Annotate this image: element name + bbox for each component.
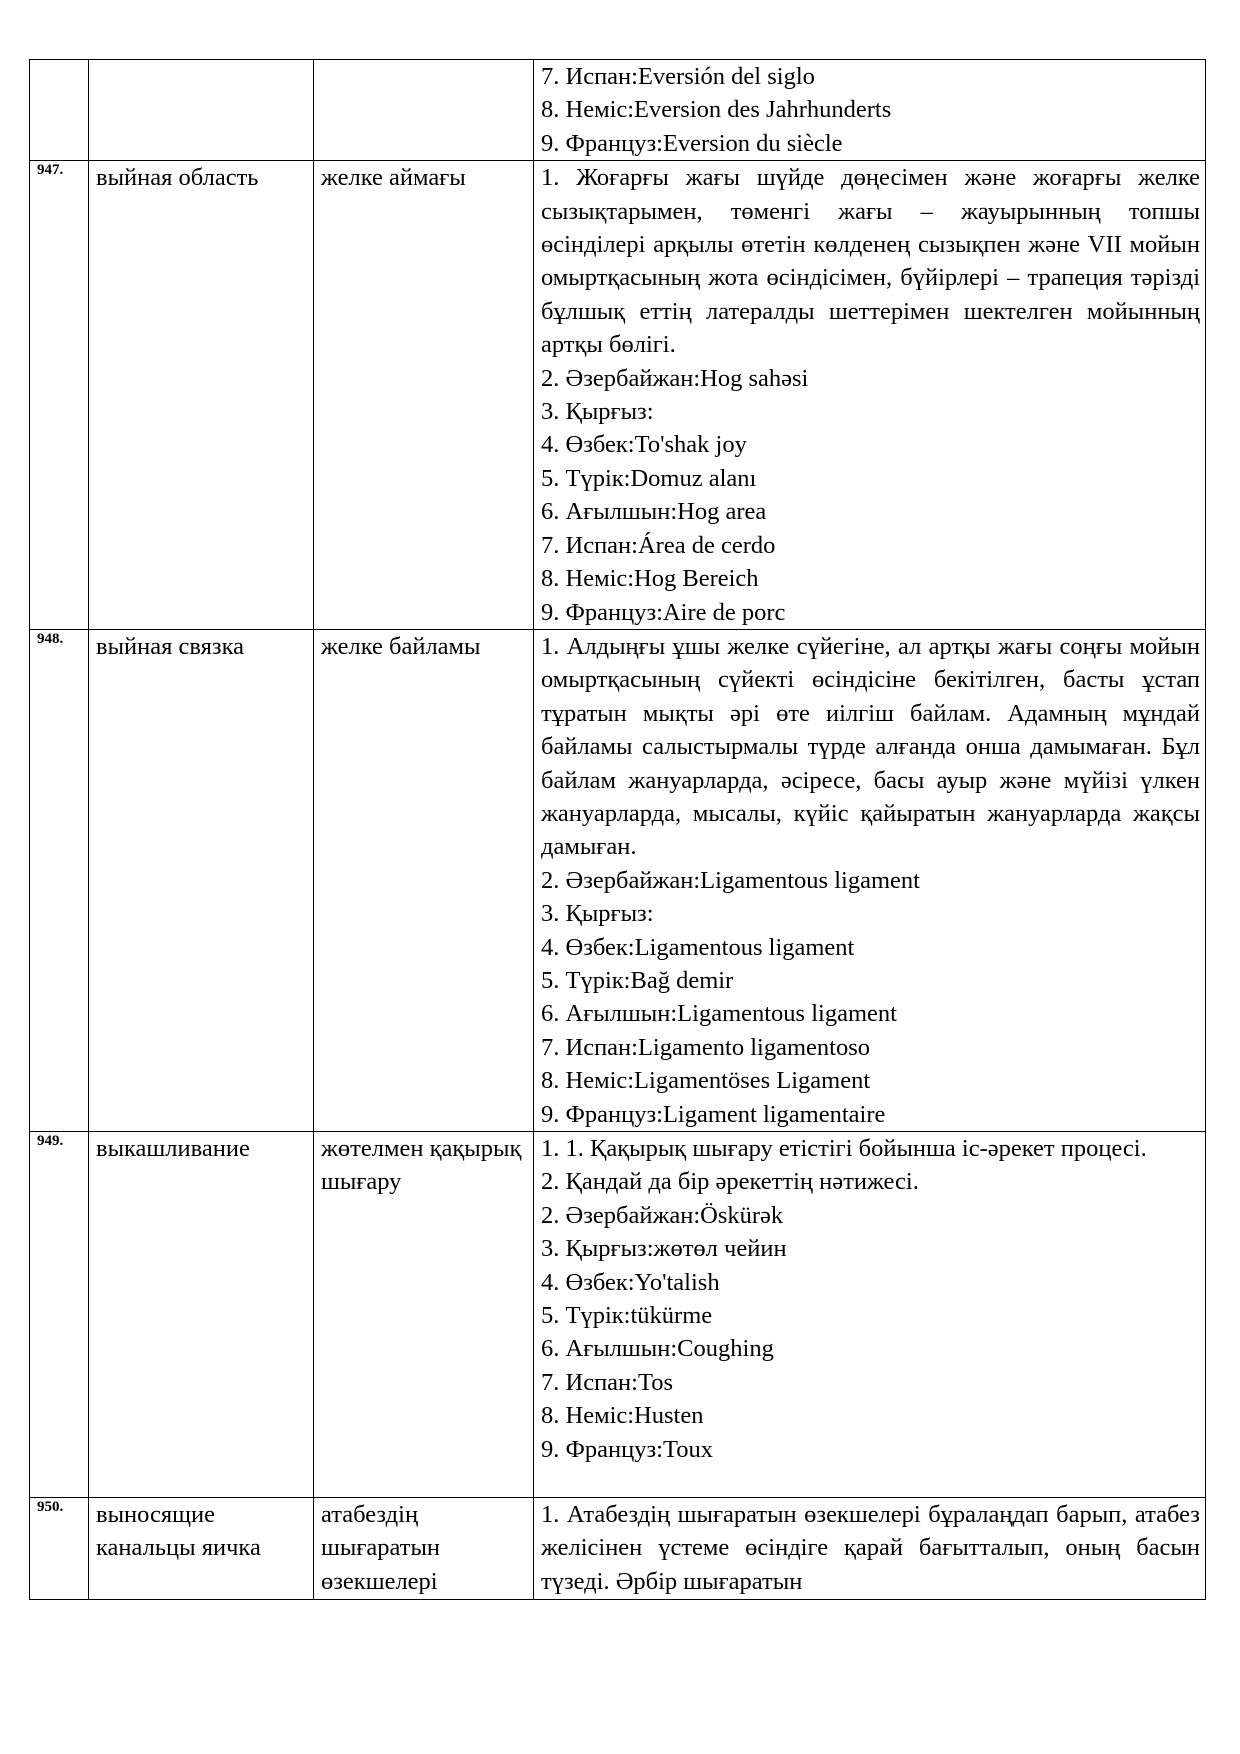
translation-line: 6. Ағылшын:Hog area xyxy=(541,498,767,526)
definition-text: 1. 1. Қақырық шығару етістігі бойынша іс-әрекет процесі. xyxy=(541,1135,1147,1162)
translation-line: 7. Испан:Tos xyxy=(541,1368,674,1396)
table-row xyxy=(30,1132,1206,1498)
translation-line: 3. Қырғыз:жөтөл чейин xyxy=(541,1235,787,1263)
translation-line: 5. Түрік:Bağ demir xyxy=(541,966,734,994)
translation-line: 7. Испан:Área de cerdo xyxy=(541,531,776,559)
russian-term: выйная связка xyxy=(89,629,314,1131)
entry-number: 948. xyxy=(30,629,89,1131)
kazakh-term: желке аймағы xyxy=(314,161,534,630)
entry-number: 950. xyxy=(30,1498,89,1600)
table-row xyxy=(30,629,1206,1131)
kazakh-term: желке байламы xyxy=(314,629,534,1131)
translation-line: 2. Әзербайжан:Öskürək xyxy=(541,1201,784,1229)
kazakh-term xyxy=(314,60,534,161)
translation-line: 8. Неміс:Ligamentöses Ligament xyxy=(541,1067,871,1095)
translation-line: 8. Неміс:Eversion des Jahrhunderts xyxy=(541,96,892,124)
definition-cell xyxy=(534,629,1206,1131)
translation-line: 2. Қандай да бір әрекеттің нәтижесі. xyxy=(541,1168,919,1196)
table-row xyxy=(30,161,1206,630)
translation-line: 4. Өзбек:Ligamentous ligament xyxy=(541,933,855,961)
kazakh-term: атабездің шығаратын өзекшелері xyxy=(314,1498,534,1600)
translation-line: 2. Әзербайжан:Ligamentous ligament xyxy=(541,866,920,894)
table-row xyxy=(30,1498,1206,1600)
translation-line: 9. Француз:Toux xyxy=(541,1435,713,1463)
entry-number xyxy=(30,60,89,161)
definition-text: 1. Алдыңғы ұшы желке сүйегіне, ал артқы жағы соңғы мойын омыртқасының сүйекті өсіндісіне бекітілген, басты ұстап тұратын мықты әрі өте иілгіш байлам. Адамның мұндай байламы салыстырмалы түрде алғанда онша дамымаған. Бұл байлам жануарларда, әсіресе, басы ауыр және мүйізі үлкен жануарларда, мысалы, күйіс қайыратын жануарларда жақсы дамыған. xyxy=(541,632,1200,861)
translation-line: 7. Испан:Ligamento ligamentoso xyxy=(541,1033,870,1061)
translation-line: 3. Қырғыз: xyxy=(541,900,654,928)
translation-line: 8. Неміс:Hog Bereich xyxy=(541,565,759,593)
translation-line: 6. Ағылшын:Coughing xyxy=(541,1335,774,1363)
entry-number: 949. xyxy=(30,1132,89,1498)
translation-line: 2. Әзербайжан:Hog sahəsi xyxy=(541,364,809,392)
translation-line: 4. Өзбек:Yo'talish xyxy=(541,1268,720,1296)
russian-term: выкашливание xyxy=(89,1132,314,1498)
dictionary-table xyxy=(29,59,1206,1600)
definition-text: 1. Атабездің шығаратын өзекшелері бұралаңдап барып, атабез желісінен үстеме өсіндіге қарай бағытталып, оның басын түзеді. Әрбір шығаратын xyxy=(541,1501,1200,1595)
table-row xyxy=(30,60,1206,161)
translation-line: 4. Өзбек:To'shak joy xyxy=(541,431,747,459)
definition-text: 1. Жоғарғы жағы шүйде дөңесімен және жоғарғы желке сызықтарымен, төменгі жағы – жауырынның топшы өсінділері арқылы өтетін көлденең сызықпен және VII мойын омыртқасының жота өсіндісімен, бүйірлері – трапеция тәрізді бұлшық еттің латералды шеттерімен шектелген мойынның артқы бөлігі. xyxy=(541,164,1200,359)
russian-term xyxy=(89,60,314,161)
translation-line: 8. Неміс:Husten xyxy=(541,1402,704,1430)
kazakh-term: жөтелмен қақырық шығару xyxy=(314,1132,534,1498)
translation-line: 5. Түрік:Domuz alanı xyxy=(541,464,757,492)
translation-line: 6. Ағылшын:Ligamentous ligament xyxy=(541,1000,897,1028)
translation-line: 7. Испан:Eversión del siglo xyxy=(541,63,815,90)
definition-cell xyxy=(534,161,1206,630)
entry-number: 947. xyxy=(30,161,89,630)
translation-line: 9. Француз:Eversion du siècle xyxy=(541,129,843,157)
definition-cell xyxy=(534,1132,1206,1498)
definition-cell xyxy=(534,60,1206,161)
definition-cell xyxy=(534,1498,1206,1600)
translation-line: 3. Қырғыз: xyxy=(541,398,654,426)
translation-line: 5. Түрік:tükürme xyxy=(541,1302,713,1330)
translation-line: 9. Француз:Aire de porc xyxy=(541,598,786,626)
translation-line: 9. Француз:Ligament ligamentaire xyxy=(541,1100,886,1128)
russian-term: выносящие канальцы яичка xyxy=(89,1498,314,1600)
russian-term: выйная область xyxy=(89,161,314,630)
